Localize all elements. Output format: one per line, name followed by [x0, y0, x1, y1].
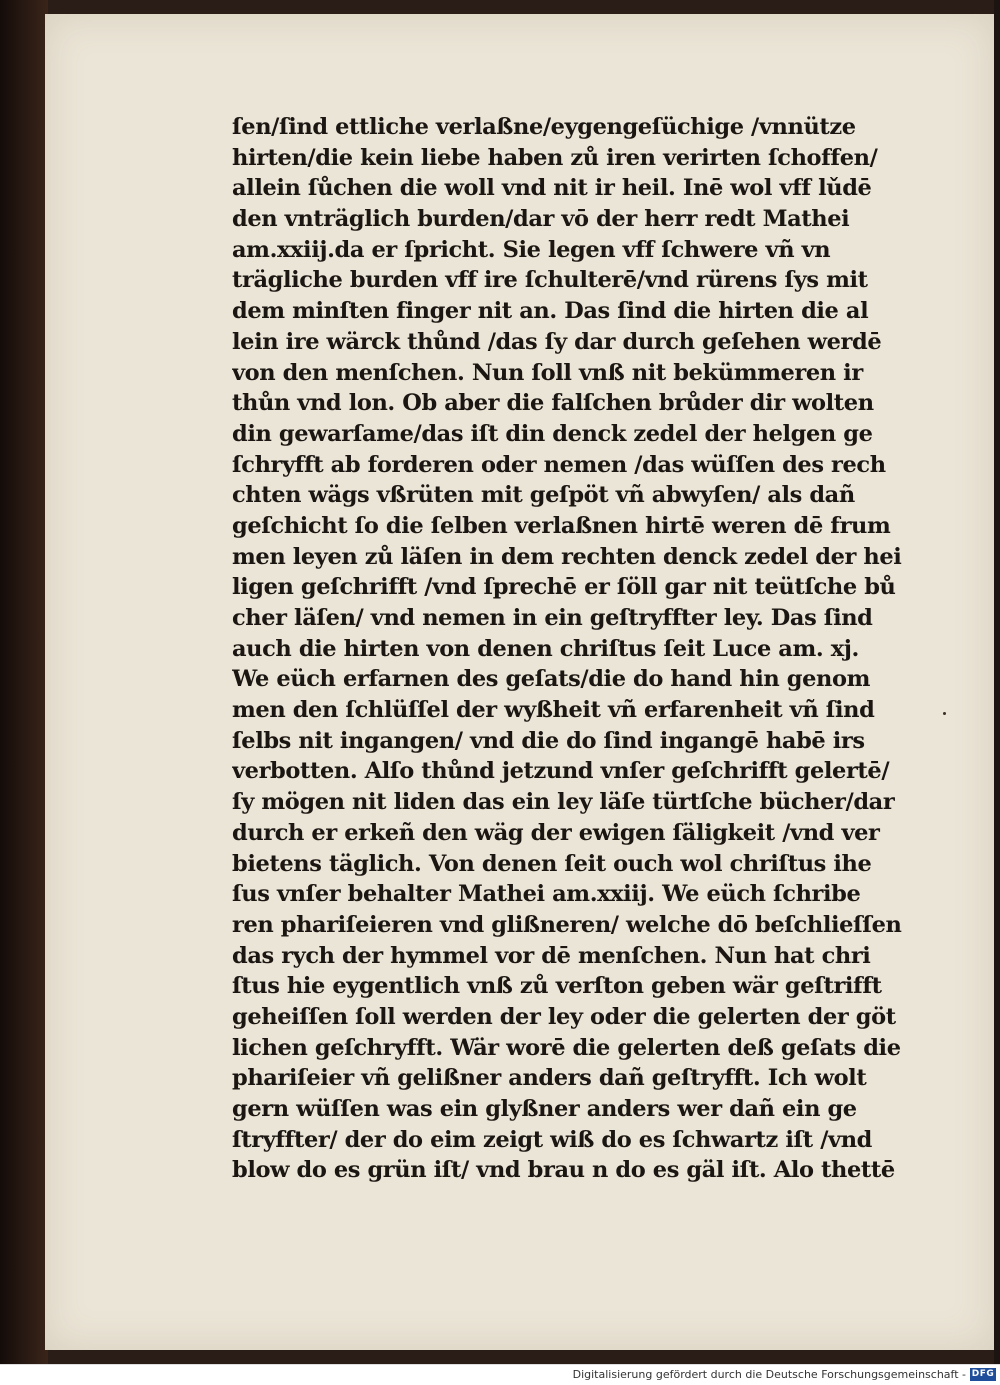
book-right-edge [994, 0, 1000, 1364]
text-line: geſchicht ſo die ſelben verlaßnen hirtē weren dē frum [232, 512, 891, 539]
text-line: men leyen zů läſen in dem rechten denck zedel der hei [232, 543, 902, 570]
text-line: dem minſten finger nit an. Das ſind die hirten die al [232, 298, 869, 325]
text-line: gern wüſſen was ein glyßner anders wer dañ ein ge [232, 1096, 857, 1122]
footer-bar [0, 1364, 1000, 1385]
text-line: chten wägs vßrüten mit geſpöt vñ abwyſen/ als dañ [232, 482, 855, 509]
text-line: bietens täglich. Von denen ſeit ouch wol chriſtus ihe [232, 850, 872, 877]
text-line: din gewarſame/das iſt din denck zedel der helgen ge [232, 420, 873, 447]
text-line: ſchryfft ab forderen oder nemen /das wüſſen des rech [232, 451, 886, 478]
text-line: den vnträglich burden/dar vō der herr redt Mathei [232, 206, 850, 233]
text-line: ſen/ſind ettliche verlaßne/eygengeſüchige /vnnütze [232, 114, 856, 140]
text-line: allein ſůchen die woll vnd nit ir heil. Inē wol vff lǔdē [232, 175, 872, 202]
text-line: ſtus hie eygentlich vnß zů verſton geben wär geſtrifft [232, 973, 882, 1000]
ink-speck [943, 712, 946, 715]
text-line: men den ſchlüſſel der wyßheit vñ erfarenheit vñ ſind [232, 697, 875, 724]
text-line: verbotten. Alſo thůnd jetzund vnſer geſchrifft gelertē/ [232, 758, 890, 785]
text-line: lein ire wärck thůnd /das ſy dar durch geſehen werdē [232, 328, 882, 355]
text-line: ſy mögen nit liden das ein ley läſe türtſche bücher/dar [232, 789, 895, 816]
text-line: thůn vnd lon. Ob aber die falſchen brůder dir wolten [232, 390, 874, 417]
text-line: ſtryffter/ der do eim zeigt wiß do es ſchwartz iſt /vnd [232, 1126, 872, 1153]
text-line: ren phariſeieren vnd glißneren/ welche dō beſchlieſſen [232, 911, 902, 938]
book-binding-edge [0, 0, 48, 1364]
funding-credit: Digitalisierung gefördert durch die Deutsche Forschungsgemeinschaft - [572, 1368, 966, 1381]
text-line: am.xxiij.da er ſpricht. Sie legen vff ſchwere vñ vn [232, 236, 831, 263]
text-line: cher läſen/ vnd nemen in ein geſtryffter ley. Das ſind [232, 605, 873, 631]
text-line: ſelbs nit ingangen/ vnd die do ſind ingangē habē irs [232, 727, 865, 754]
text-line: auch die hirten von denen chriſtus ſeit Luce am. xj. [232, 635, 859, 662]
text-line: blow do es grün iſt/ vnd brau n do es gäl iſt. Alo thettē [232, 1157, 895, 1184]
text-line: phariſeier vñ gelißner anders dañ geſtryfft. Ich wolt [232, 1065, 867, 1092]
text-line: geheiſſen ſoll werden der ley oder die gelerten der göt [232, 1003, 896, 1030]
text-line: ligen geſchrifft /vnd ſprechē er ſöll gar nit teütſche bů [232, 574, 896, 601]
text-line: hirten/die kein liebe haben zů iren verirten ſchoffen/ [232, 144, 878, 171]
text-line: lichen geſchryfft. Wär worē die gelerten deß geſats die [232, 1034, 901, 1061]
text-line: We eüch erfarnen des geſats/die do hand hin genom [232, 666, 871, 693]
text-line: ſus vnſer behalter Mathei am.xxiij. We eüch ſchribe [232, 881, 861, 908]
text-line: das rych der hymmel vor dē menſchen. Nun hat chri [232, 942, 871, 969]
text-line: trägliche burden vff ire ſchulterē/vnd rürens ſys mit [232, 267, 868, 294]
text-line: von den menſchen. Nun ſoll vnß nit bekümmeren ir [232, 359, 863, 386]
dfg-logo: DFG [971, 1369, 995, 1379]
text-line: durch er erkeñ den wäg der ewigen ſäligkeit /vnd ver [232, 819, 880, 846]
page-text-block [232, 112, 938, 1186]
